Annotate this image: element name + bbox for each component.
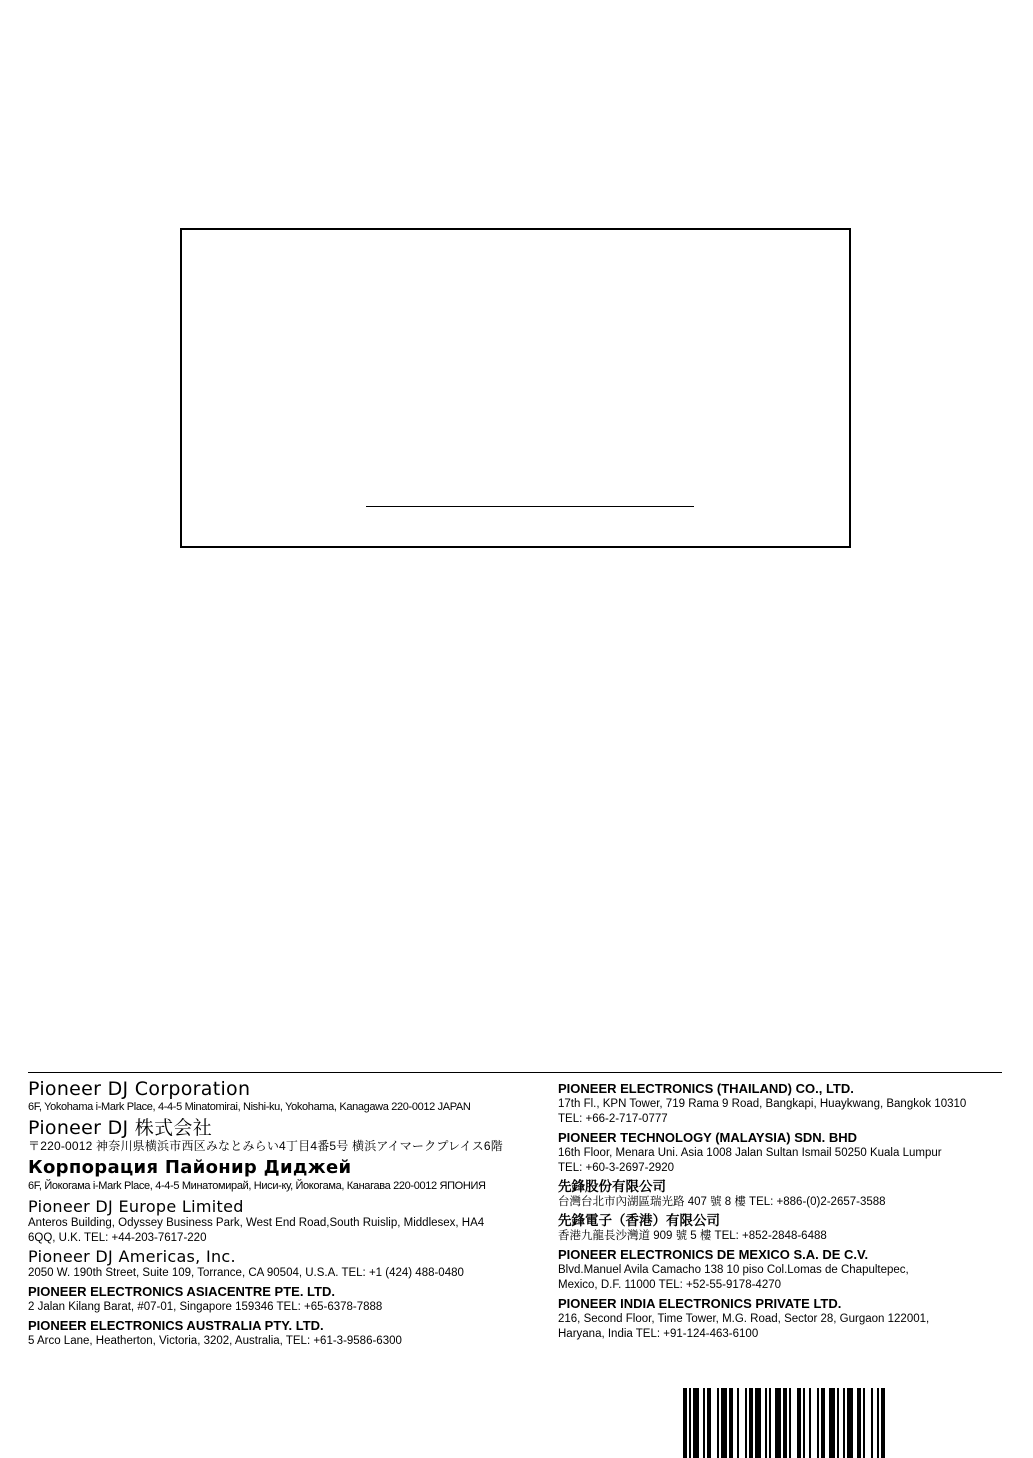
brand-logo: Pioneer DJ Corporation	[28, 1078, 251, 1100]
address-line-1: Blvd.Manuel Avila Camacho 138 10 piso Col.Lomas de Chapultepec,	[558, 1264, 909, 1276]
address: 6F, Yokohama i-Mark Place, 4-4-5 Minatomirai, Nishi-ku, Yokohama, Kanagawa 220-0012 JAPAN	[28, 1101, 471, 1113]
signature-line	[366, 506, 694, 507]
address-line-2: TEL: +60-3-2697-2920	[558, 1162, 675, 1174]
company-name: 先鋒電子（香港）有限公司	[558, 1213, 720, 1228]
address: 台灣台北市內湖區瑞光路 407 號 8 樓 TEL: +886-(0)2-2657-3588	[558, 1196, 886, 1208]
entry-pioneer-asiacentre	[28, 1283, 548, 1315]
footer-divider	[28, 1072, 1002, 1073]
address-line-1: 16th Floor, Menara Uni. Asia 1008 Jalan Sultan Ismail 50250 Kuala Lumpur	[558, 1147, 942, 1159]
entry-pioneer-australia	[28, 1317, 548, 1349]
company-name: PIONEER INDIA ELECTRONICS PRIVATE LTD.	[558, 1296, 842, 1311]
address: 6F, Йокогама i-Mark Place, 4-4-5 Минатомирай, Ниси-ку, Йокогама, Канагава 220-0012 ЯПОНИЯ	[28, 1180, 486, 1192]
brand-logo: Pioneer DJ 株式会社	[28, 1117, 212, 1139]
entry-pioneer-hong-kong	[558, 1212, 1003, 1244]
brand-logo: Pioneer DJ Americas, Inc.	[28, 1247, 236, 1266]
notes-box	[180, 228, 851, 548]
right-address-column	[558, 1078, 1003, 1342]
company-name: PIONEER ELECTRONICS AUSTRALIA PTY. LTD.	[28, 1318, 324, 1333]
entry-pioneer-dj-americas	[28, 1248, 548, 1281]
brand-logo: Pioneer DJ Europe Limited	[28, 1197, 244, 1216]
brand-logo: Корпорация Пайонир Диджей	[28, 1157, 352, 1178]
entry-pioneer-thailand	[558, 1080, 1003, 1127]
address-line-2: Mexico, D.F. 11000 TEL: +52-55-9178-4270	[558, 1279, 782, 1291]
company-name: PIONEER ELECTRONICS ASIACENTRE PTE. LTD.	[28, 1284, 335, 1299]
entry-pioneer-dj-russia	[28, 1157, 548, 1194]
entry-pioneer-dj-europe	[28, 1198, 548, 1246]
entry-pioneer-malaysia	[558, 1129, 1003, 1176]
entry-pioneer-taiwan	[558, 1178, 1003, 1210]
address: 香港九龍長沙灣道 909 號 5 樓 TEL: +852-2848-6488	[558, 1230, 827, 1242]
address-line-1: Anteros Building, Odyssey Business Park, West End Road,South Ruislip, Middlesex, HA4	[28, 1217, 485, 1229]
entry-pioneer-india	[558, 1295, 1003, 1342]
address: 5 Arco Lane, Heatherton, Victoria, 3202, Australia, TEL: +61-3-9586-6300	[28, 1335, 402, 1347]
address-line-2: TEL: +66-2-717-0777	[558, 1113, 668, 1125]
address: 2 Jalan Kilang Barat, #07-01, Singapore 159346 TEL: +65-6378-7888	[28, 1301, 383, 1313]
entry-pioneer-mexico	[558, 1246, 1003, 1293]
address: 2050 W. 190th Street, Suite 109, Torrance, CA 90504, U.S.A. TEL: +1 (424) 488-0480	[28, 1267, 464, 1279]
company-name: 先鋒股份有限公司	[558, 1179, 666, 1194]
left-address-column	[28, 1078, 548, 1349]
address-line-2: Haryana, India TEL: +91-124-463-6100	[558, 1328, 759, 1340]
company-name: PIONEER ELECTRONICS DE MEXICO S.A. DE C.V.	[558, 1247, 869, 1262]
address-line-1: 216, Second Floor, Time Tower, M.G. Road, Sector 28, Gurgaon 122001,	[558, 1313, 930, 1325]
company-name: PIONEER TECHNOLOGY (MALAYSIA) SDN. BHD	[558, 1130, 858, 1145]
entry-pioneer-dj-japan	[28, 1117, 548, 1154]
barcode	[683, 1388, 945, 1458]
entry-pioneer-dj-corporation	[28, 1078, 548, 1115]
company-name: PIONEER ELECTRONICS (THAILAND) CO., LTD.	[558, 1081, 854, 1096]
address-line-1: 17th Fl., KPN Tower, 719 Rama 9 Road, Bangkapi, Huaykwang, Bangkok 10310	[558, 1098, 967, 1110]
address: 〒220-0012 神奈川県横浜市西区みなとみらい4丁目4番5号 横浜アイマークプレイス6階	[28, 1139, 503, 1153]
address-line-2: 6QQ, U.K. TEL: +44-203-7617-220	[28, 1232, 207, 1244]
